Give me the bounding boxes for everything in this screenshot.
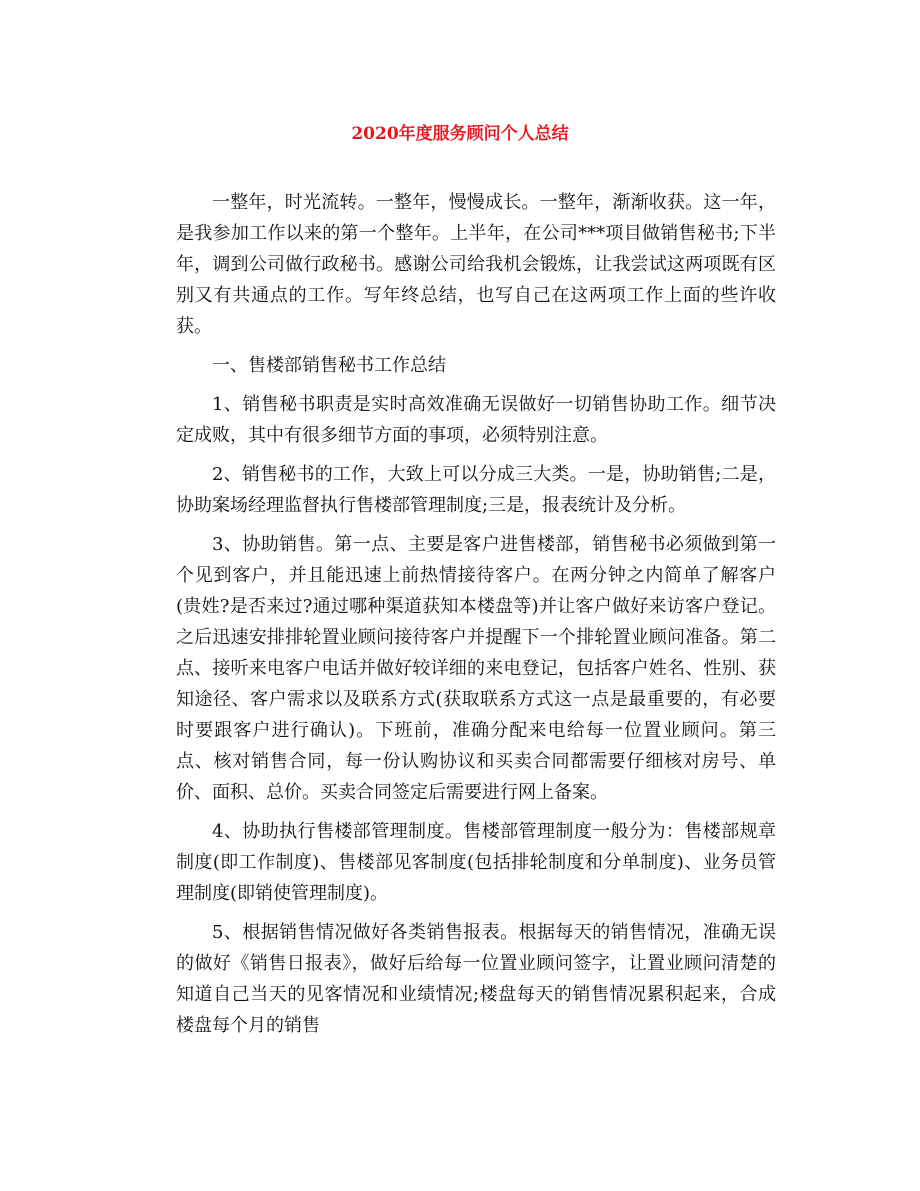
section-heading: 一、售楼部销售秘书工作总结 [212, 355, 446, 376]
paragraph-2: 2、销售秘书的工作，大致上可以分成三大类。一是，协助销售;二是，协助案场经理监督执行售楼部管理制度;三是，报表统计及分析。 [176, 464, 776, 516]
document-title: 2020年度服务顾问个人总结 [351, 124, 569, 144]
paragraph-4: 4、协助执行售楼部管理制度。售楼部管理制度一般分为：售楼部规章制度(即工作制度)、售楼部见客制度(包括排轮制度和分单制度)、业务员管理制度(即销使管理制度)。 [176, 821, 776, 904]
paragraph-3: 3、协助销售。第一点、主要是客户进售楼部，销售秘书必须做到第一个见到客户，并且能迅速上前热情接待客户。在两分钟之内简单了解客户(贵姓?是否来过?通过哪种渠道获知本楼盘等)并让客户做好来访客户登记。之后迅速安排排轮置业顾问接待客户并提醒下一个排轮置业顾问准备。第二点、接听来电客户电话并做好较详细的来电登记，包括客户姓名、性别、获知途径、客户需求以及联系方式(获取联系方式这一点是最重要的，有必要时要跟客户进行确认)。下班前，准确分配来电给每一位置业顾问。第三点、核对销售合同，每一份认购协议和买卖合同都需要仔细核对房号、单价、面积、总价。买卖合同签定后需要进行网上备案。 [176, 534, 776, 803]
document-body [176, 187, 776, 1049]
paragraph-intro: 一整年，时光流转。一整年，慢慢成长。一整年，渐渐收获。这一年，是我参加工作以来的第一个整年。上半年，在公司***项目做销售秘书;下半年，调到公司做行政秘书。感谢公司给我机会锻炼，让我尝试这两项既有区别又有共通点的工作。写年终总结，也写自己在这两项工作上面的些许收获。 [176, 192, 776, 337]
paragraph-5: 5、根据销售情况做好各类销售报表。根据每天的销售情况，准确无误的做好《销售日报表》，做好后给每一位置业顾问签字，让置业顾问清楚的知道自己当天的见客情况和业绩情况;楼盘每天的销售情况累积起来，合成楼盘每个月的销售 [176, 922, 776, 1036]
paragraph-1: 1、销售秘书职责是实时高效准确无误做好一切销售协助工作。细节决定成败，其中有很多细节方面的事项，必须特别注意。 [176, 394, 776, 446]
